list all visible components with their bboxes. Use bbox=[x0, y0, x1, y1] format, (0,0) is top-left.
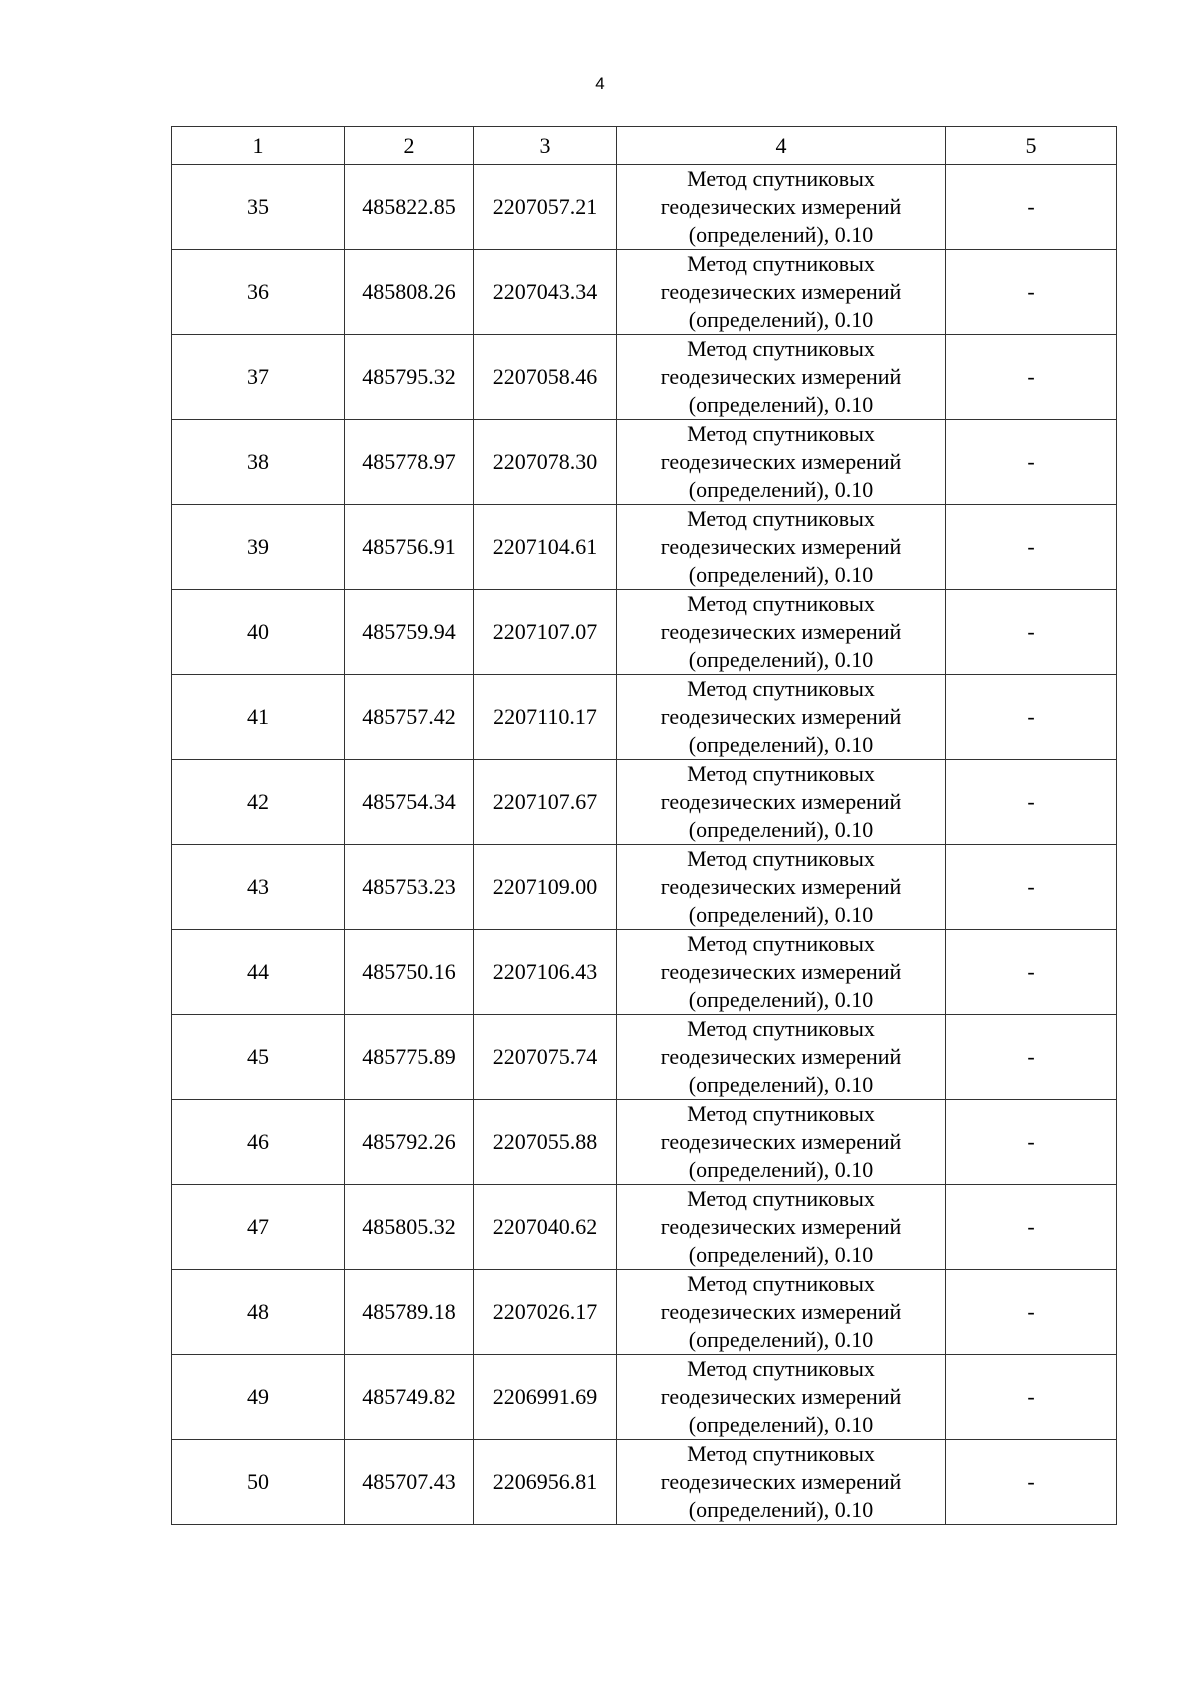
point-number-cell: 50 bbox=[172, 1440, 345, 1525]
x-coordinate-cell: 485707.43 bbox=[345, 1440, 474, 1525]
x-coordinate-cell: 485753.23 bbox=[345, 845, 474, 930]
note-cell: - bbox=[946, 1185, 1117, 1270]
page-number: 4 bbox=[595, 74, 605, 93]
x-coordinate-cell: 485792.26 bbox=[345, 1100, 474, 1185]
point-number-cell: 37 bbox=[172, 335, 345, 420]
point-number-cell: 36 bbox=[172, 250, 345, 335]
note-cell: - bbox=[946, 1440, 1117, 1525]
x-coordinate-cell: 485757.42 bbox=[345, 675, 474, 760]
method-cell bbox=[617, 1440, 946, 1525]
point-number-cell: 45 bbox=[172, 1015, 345, 1100]
note-cell: - bbox=[946, 165, 1117, 250]
method-cell bbox=[617, 165, 946, 250]
x-coordinate-cell: 485749.82 bbox=[345, 1355, 474, 1440]
y-coordinate-cell: 2207107.07 bbox=[474, 590, 617, 675]
header-cell: 1 bbox=[172, 127, 345, 165]
table-header bbox=[172, 127, 1117, 165]
method-text: Метод спутниковых геодезических измерений (определений), 0.10 bbox=[660, 1101, 902, 1182]
table-row bbox=[172, 165, 1117, 250]
note-cell: - bbox=[946, 335, 1117, 420]
note-cell: - bbox=[946, 1100, 1117, 1185]
point-number-cell: 44 bbox=[172, 930, 345, 1015]
y-coordinate-cell: 2207040.62 bbox=[474, 1185, 617, 1270]
point-number-cell: 48 bbox=[172, 1270, 345, 1355]
table-row bbox=[172, 505, 1117, 590]
method-text: Метод спутниковых геодезических измерений (определений), 0.10 bbox=[660, 1186, 902, 1267]
method-cell bbox=[617, 930, 946, 1015]
x-coordinate-cell: 485795.32 bbox=[345, 335, 474, 420]
method-cell bbox=[617, 505, 946, 590]
y-coordinate-cell: 2206956.81 bbox=[474, 1440, 617, 1525]
method-text: Метод спутниковых геодезических измерений (определений), 0.10 bbox=[660, 336, 902, 417]
method-cell bbox=[617, 1100, 946, 1185]
y-coordinate-cell: 2207075.74 bbox=[474, 1015, 617, 1100]
method-text: Метод спутниковых геодезических измерений (определений), 0.10 bbox=[660, 506, 902, 587]
x-coordinate-cell: 485808.26 bbox=[345, 250, 474, 335]
y-coordinate-cell: 2207055.88 bbox=[474, 1100, 617, 1185]
table-row bbox=[172, 1185, 1117, 1270]
table-row bbox=[172, 335, 1117, 420]
table-row bbox=[172, 420, 1117, 505]
x-coordinate-cell: 485775.89 bbox=[345, 1015, 474, 1100]
method-cell bbox=[617, 420, 946, 505]
note-cell: - bbox=[946, 845, 1117, 930]
point-number-cell: 39 bbox=[172, 505, 345, 590]
x-coordinate-cell: 485754.34 bbox=[345, 760, 474, 845]
table-body bbox=[172, 165, 1117, 1525]
table-row bbox=[172, 1015, 1117, 1100]
y-coordinate-cell: 2207104.61 bbox=[474, 505, 617, 590]
method-cell bbox=[617, 1355, 946, 1440]
method-cell bbox=[617, 1015, 946, 1100]
table-row bbox=[172, 1440, 1117, 1525]
point-number-cell: 42 bbox=[172, 760, 345, 845]
method-text: Метод спутниковых геодезических измерений (определений), 0.10 bbox=[660, 931, 902, 1012]
header-cell: 3 bbox=[474, 127, 617, 165]
y-coordinate-cell: 2207043.34 bbox=[474, 250, 617, 335]
x-coordinate-cell: 485750.16 bbox=[345, 930, 474, 1015]
note-cell: - bbox=[946, 590, 1117, 675]
coordinates-table bbox=[171, 126, 1117, 1525]
method-text: Метод спутниковых геодезических измерений (определений), 0.10 bbox=[660, 1271, 902, 1352]
point-number-cell: 49 bbox=[172, 1355, 345, 1440]
table-row bbox=[172, 760, 1117, 845]
method-text: Метод спутниковых геодезических измерений (определений), 0.10 bbox=[660, 166, 902, 247]
point-number-cell: 43 bbox=[172, 845, 345, 930]
note-cell: - bbox=[946, 1015, 1117, 1100]
method-cell bbox=[617, 845, 946, 930]
note-cell: - bbox=[946, 675, 1117, 760]
header-row bbox=[172, 127, 1117, 165]
x-coordinate-cell: 485756.91 bbox=[345, 505, 474, 590]
x-coordinate-cell: 485759.94 bbox=[345, 590, 474, 675]
table-row bbox=[172, 1270, 1117, 1355]
y-coordinate-cell: 2206991.69 bbox=[474, 1355, 617, 1440]
method-text: Метод спутниковых геодезических измерений (определений), 0.10 bbox=[660, 761, 902, 842]
method-text: Метод спутниковых геодезических измерений (определений), 0.10 bbox=[660, 676, 902, 757]
method-cell bbox=[617, 590, 946, 675]
method-text: Метод спутниковых геодезических измерений (определений), 0.10 bbox=[660, 421, 902, 502]
table-row bbox=[172, 675, 1117, 760]
table-row bbox=[172, 1100, 1117, 1185]
point-number-cell: 38 bbox=[172, 420, 345, 505]
point-number-cell: 41 bbox=[172, 675, 345, 760]
method-cell bbox=[617, 1185, 946, 1270]
point-number-cell: 35 bbox=[172, 165, 345, 250]
method-text: Метод спутниковых геодезических измерений (определений), 0.10 bbox=[660, 591, 902, 672]
header-cell: 2 bbox=[345, 127, 474, 165]
x-coordinate-cell: 485789.18 bbox=[345, 1270, 474, 1355]
note-cell: - bbox=[946, 420, 1117, 505]
y-coordinate-cell: 2207078.30 bbox=[474, 420, 617, 505]
x-coordinate-cell: 485778.97 bbox=[345, 420, 474, 505]
y-coordinate-cell: 2207106.43 bbox=[474, 930, 617, 1015]
note-cell: - bbox=[946, 250, 1117, 335]
point-number-cell: 47 bbox=[172, 1185, 345, 1270]
table-row bbox=[172, 930, 1117, 1015]
point-number-cell: 40 bbox=[172, 590, 345, 675]
method-cell bbox=[617, 250, 946, 335]
table-row bbox=[172, 845, 1117, 930]
method-cell bbox=[617, 675, 946, 760]
note-cell: - bbox=[946, 760, 1117, 845]
y-coordinate-cell: 2207107.67 bbox=[474, 760, 617, 845]
table-row bbox=[172, 1355, 1117, 1440]
header-cell: 5 bbox=[946, 127, 1117, 165]
note-cell: - bbox=[946, 1355, 1117, 1440]
method-cell bbox=[617, 335, 946, 420]
table-row bbox=[172, 590, 1117, 675]
note-cell: - bbox=[946, 930, 1117, 1015]
header-cell: 4 bbox=[617, 127, 946, 165]
y-coordinate-cell: 2207109.00 bbox=[474, 845, 617, 930]
x-coordinate-cell: 485805.32 bbox=[345, 1185, 474, 1270]
point-number-cell: 46 bbox=[172, 1100, 345, 1185]
method-text: Метод спутниковых геодезических измерений (определений), 0.10 bbox=[660, 251, 902, 332]
y-coordinate-cell: 2207110.17 bbox=[474, 675, 617, 760]
note-cell: - bbox=[946, 1270, 1117, 1355]
x-coordinate-cell: 485822.85 bbox=[345, 165, 474, 250]
note-cell: - bbox=[946, 505, 1117, 590]
method-cell bbox=[617, 1270, 946, 1355]
method-cell bbox=[617, 760, 946, 845]
y-coordinate-cell: 2207058.46 bbox=[474, 335, 617, 420]
y-coordinate-cell: 2207057.21 bbox=[474, 165, 617, 250]
y-coordinate-cell: 2207026.17 bbox=[474, 1270, 617, 1355]
method-text: Метод спутниковых геодезических измерений (определений), 0.10 bbox=[660, 846, 902, 927]
method-text: Метод спутниковых геодезических измерений (определений), 0.10 bbox=[660, 1441, 902, 1522]
method-text: Метод спутниковых геодезических измерений (определений), 0.10 bbox=[660, 1356, 902, 1437]
method-text: Метод спутниковых геодезических измерений (определений), 0.10 bbox=[660, 1016, 902, 1097]
table-row bbox=[172, 250, 1117, 335]
